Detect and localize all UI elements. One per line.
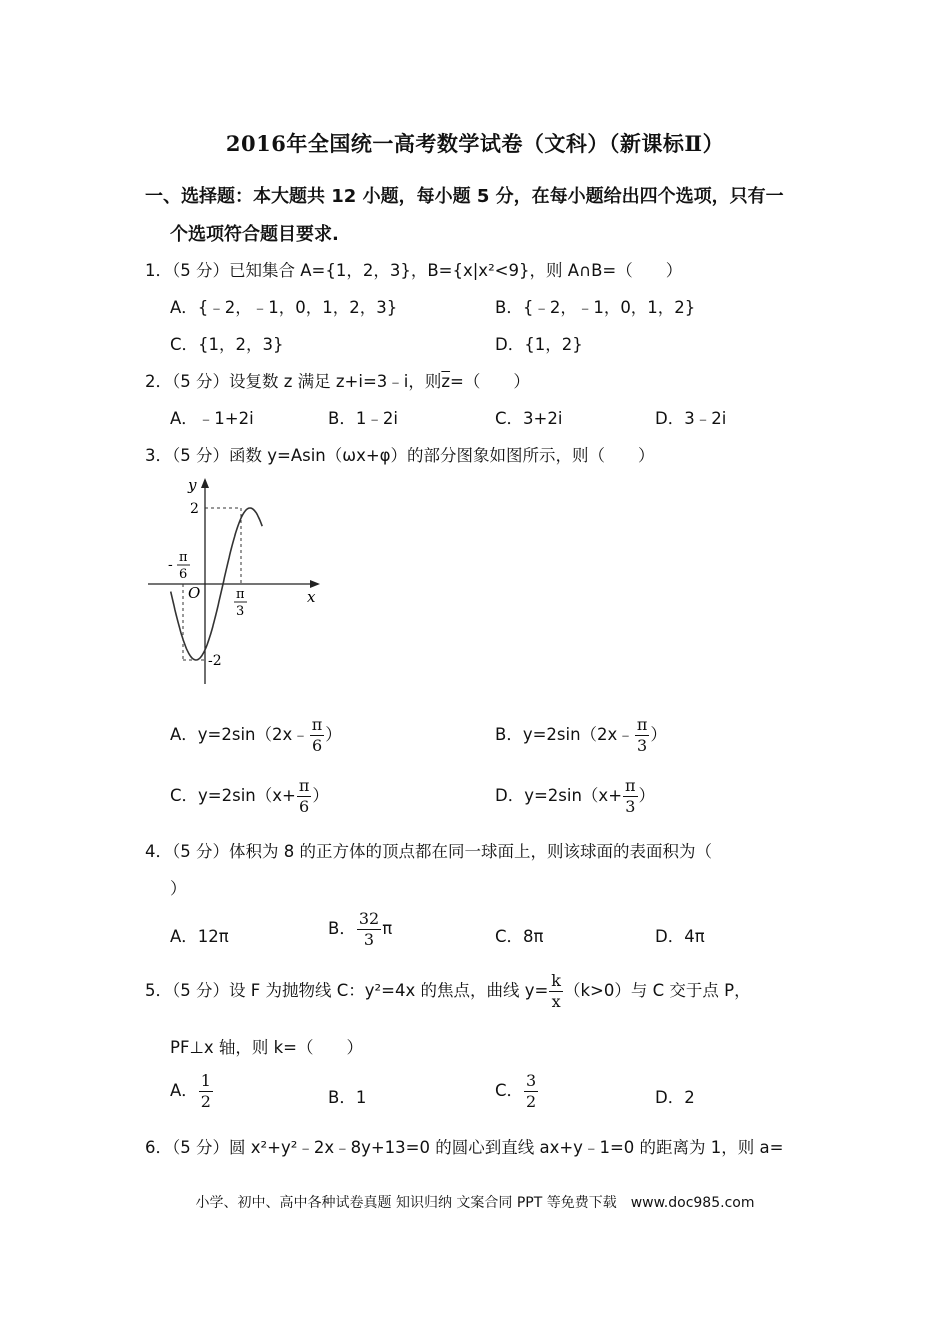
q1-option-d: D．{1，2} xyxy=(495,335,583,354)
q3-option-d xyxy=(495,778,655,815)
page-title: 2016年全国统一高考数学试卷（文科）（新课标Ⅱ） xyxy=(225,131,725,156)
question-number: 1． xyxy=(145,261,172,280)
q3-option-c xyxy=(170,778,329,815)
question-stem: （5 分）已知集合 A={1，2，3}，B={x|x²<9}，则 A∩B=（ ） xyxy=(172,261,683,280)
q2-option-c: C．3+2i xyxy=(495,409,563,428)
fraction xyxy=(357,911,381,948)
fraction xyxy=(310,717,325,754)
right-tick-numerator: π xyxy=(236,587,245,602)
question-4 xyxy=(145,838,712,862)
section-heading-line2: 个选项符合题目要求. xyxy=(170,224,339,245)
section-heading-line1: 一、选择题：本大题共 12 小题，每小题 5 分，在每小题给出四个选项，只有一 xyxy=(145,186,784,207)
question-stem: （5 分）圆 x²+y²﹣2x﹣8y+13=0 的圆心到直线 ax+y﹣1=0 的距离为 1，则 a= xyxy=(172,1138,784,1157)
q1-option-b: B．{﹣2，﹣1，0，1，2} xyxy=(495,298,696,317)
numerator: k xyxy=(551,971,561,990)
sine-graph-figure xyxy=(140,470,330,690)
question-number: 2． xyxy=(145,372,172,391)
right-tick-denominator: 3 xyxy=(236,604,245,619)
denominator: 2 xyxy=(200,1092,211,1111)
q4-option-d: D．4π xyxy=(655,927,705,946)
denominator: 2 xyxy=(526,1092,537,1111)
left-tick-denominator: 6 xyxy=(179,567,188,582)
min-value-label: -2 xyxy=(208,653,222,669)
question-2 xyxy=(145,368,530,392)
x-axis-label: x xyxy=(307,588,316,606)
q4-option-b xyxy=(328,911,392,948)
question-number: 5． xyxy=(145,981,172,1000)
question-stem-end: =（ ） xyxy=(450,372,530,391)
option-text-end: ） xyxy=(325,725,342,744)
max-value-label: 2 xyxy=(190,501,199,517)
denominator: 6 xyxy=(311,736,323,755)
q1-option-c: C．{1，2，3} xyxy=(170,335,284,354)
fraction xyxy=(549,973,563,1010)
question-5-line2: PF⊥x 轴，则 k=（ ） xyxy=(170,1038,363,1057)
option-text-end: ） xyxy=(638,786,656,805)
page-footer: 小学、初中、高中各种试卷真题 知识归纳 文案合同 PPT 等免费下载 www.doc985.com xyxy=(195,1195,755,1211)
q5-option-b: B．1 xyxy=(328,1088,367,1107)
option-text: C．y=2sin（x+ xyxy=(170,786,296,805)
q3-option-b xyxy=(495,717,667,754)
denominator: x xyxy=(551,992,561,1011)
q2-option-b: B．1﹣2i xyxy=(328,409,398,428)
question-number: 4． xyxy=(145,842,172,861)
q4-option-a: A．12π xyxy=(170,927,229,946)
y-axis-label: y xyxy=(188,476,197,494)
fraction xyxy=(297,778,312,815)
question-stem-end: （k>0）与 C 交于点 P， xyxy=(564,981,751,1000)
conjugate-z: $\overline{z}$ xyxy=(441,372,451,391)
option-text: D．y=2sin（x+ xyxy=(495,786,623,805)
question-stem: （5 分）函数 y=Asin（ωx+φ）的部分图象如图所示，则（ ） xyxy=(172,446,655,465)
q2-option-a: A．﹣1+2i xyxy=(170,409,254,428)
denominator: 6 xyxy=(299,797,310,816)
q3-option-a xyxy=(170,717,342,754)
neg-sign-label: - xyxy=(168,557,173,573)
option-text: A．y=2sin（2x﹣ xyxy=(170,725,309,744)
option-text: B．y=2sin（2x﹣ xyxy=(495,725,634,744)
question-4-line2: ） xyxy=(170,879,187,898)
numerator: π xyxy=(311,715,323,734)
origin-label: O xyxy=(188,584,201,602)
question-5 xyxy=(145,973,751,1010)
question-6 xyxy=(145,1134,783,1158)
numerator: 3 xyxy=(526,1071,537,1090)
question-3 xyxy=(145,442,655,466)
fraction xyxy=(623,778,638,815)
q5-option-a xyxy=(170,1073,214,1110)
option-text-end: π xyxy=(382,919,393,938)
numerator: 32 xyxy=(358,909,380,928)
q1-option-a: A．{﹣2，﹣1，0，1，2，3} xyxy=(170,298,398,317)
option-text: B． xyxy=(328,919,356,938)
fraction xyxy=(199,1073,213,1110)
question-stem: （5 分）设 F 为抛物线 C：y²=4x 的焦点，曲线 y= xyxy=(172,981,549,1000)
x-axis-arrow-icon xyxy=(310,580,320,588)
q5-option-c xyxy=(495,1073,539,1110)
y-axis-arrow-icon xyxy=(201,478,209,488)
question-1 xyxy=(145,257,682,281)
option-text-end: ） xyxy=(650,725,667,744)
option-text-end: ） xyxy=(312,786,329,805)
option-text: C． xyxy=(495,1081,524,1100)
q4-option-c: C．8π xyxy=(495,927,544,946)
numerator: 1 xyxy=(200,1071,211,1090)
denominator: 3 xyxy=(636,736,648,755)
fraction xyxy=(524,1073,538,1110)
q5-option-d: D．2 xyxy=(655,1088,695,1107)
question-number: 6． xyxy=(145,1138,172,1157)
option-text: A． xyxy=(170,1081,198,1100)
question-stem: （5 分）设复数 z 满足 z+i=3﹣i，则 xyxy=(172,372,442,391)
numerator: π xyxy=(298,776,310,795)
denominator: 3 xyxy=(363,930,375,949)
left-tick-numerator: π xyxy=(179,550,188,565)
numerator: π xyxy=(625,776,636,795)
numerator: π xyxy=(636,715,648,734)
fraction xyxy=(635,717,650,754)
q2-option-d: D．3﹣2i xyxy=(655,409,727,428)
denominator: 3 xyxy=(625,797,636,816)
question-number: 3． xyxy=(145,446,172,465)
question-stem: （5 分）体积为 8 的正方体的顶点都在同一球面上，则该球面的表面积为（ xyxy=(172,842,712,861)
